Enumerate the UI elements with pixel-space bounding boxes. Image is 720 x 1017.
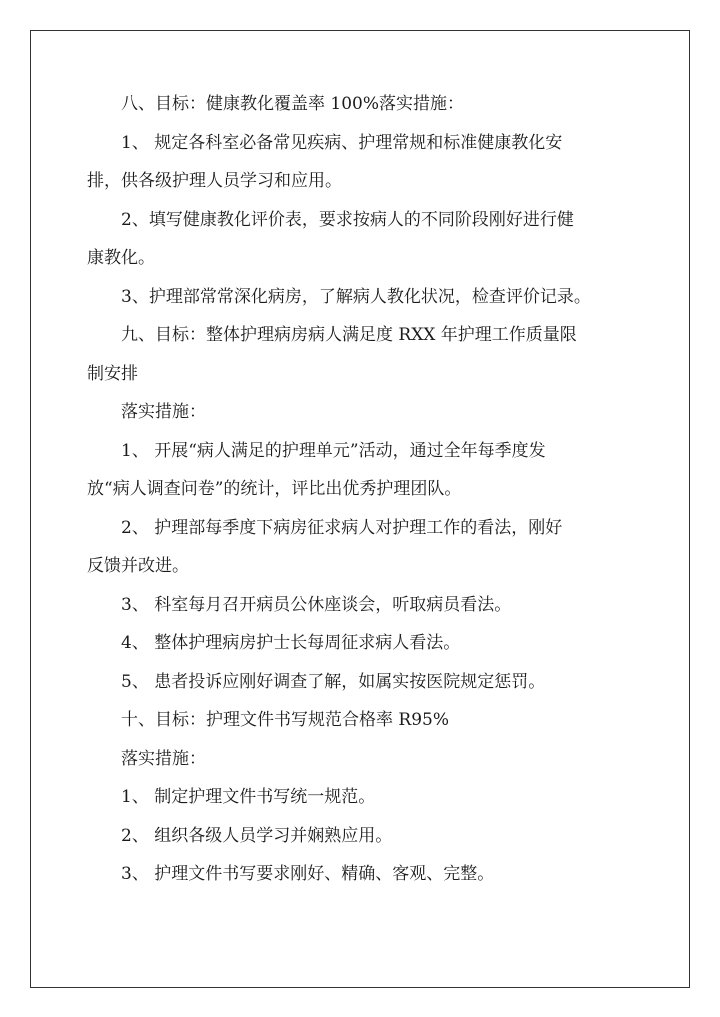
paragraph-line: 3、 护理文件书写要求刚好、精确、客观、完整。 bbox=[121, 864, 495, 884]
paragraph-line: 2、填写健康教化评价表，要求按病人的不同阶段刚好进行健 bbox=[121, 209, 574, 230]
document-body bbox=[87, 85, 635, 894]
section-heading-10: 十、目标：护理文件书写规范合格率 R95% bbox=[121, 710, 449, 730]
paragraph-line: 反馈并改进。 bbox=[87, 556, 189, 576]
paragraph-line: 3、 科室每月召开病员公休座谈会，听取病员看法。 bbox=[121, 594, 512, 615]
paragraph-line: 制安排 bbox=[87, 363, 138, 384]
paragraph-line: 康教化。 bbox=[87, 248, 155, 268]
paragraph-line: 1、 制定护理文件书写统一规范。 bbox=[121, 787, 376, 807]
section-heading-9: 九、目标：整体护理病房病人满足度 RXX 年护理工作质量限 bbox=[121, 325, 577, 345]
measures-label: 落实措施： bbox=[121, 402, 206, 422]
paragraph-line: 放“病人调查问卷”的统计，评比出优秀护理团队。 bbox=[87, 479, 462, 499]
paragraph-line: 2、 护理部每季度下病房征求病人对护理工作的看法，刚好 bbox=[121, 517, 563, 538]
paragraph-line: 2、 组织各级人员学习并娴熟应用。 bbox=[121, 825, 393, 846]
paragraph-line: 1、 规定各科室必备常见疾病、护理常规和标准健康教化安 bbox=[121, 132, 563, 153]
measures-label: 落实措施： bbox=[121, 748, 206, 769]
paragraph-line: 1、 开展“病人满足的护理单元”活动，通过全年每季度发 bbox=[121, 440, 546, 461]
paragraph-line: 排，供各级护理人员学习和应用。 bbox=[87, 171, 342, 191]
paragraph-line: 4、 整体护理病房护士长每周征求病人看法。 bbox=[121, 633, 461, 653]
section-heading-8: 八、目标：健康教化覆盖率 100%落实措施： bbox=[121, 94, 465, 114]
paragraph-line: 3、护理部常常深化病房，了解病人教化状况，检查评价记录。 bbox=[121, 286, 591, 307]
paragraph-line: 5、 患者投诉应刚好调查了解，如属实按医院规定惩罚。 bbox=[121, 671, 546, 692]
